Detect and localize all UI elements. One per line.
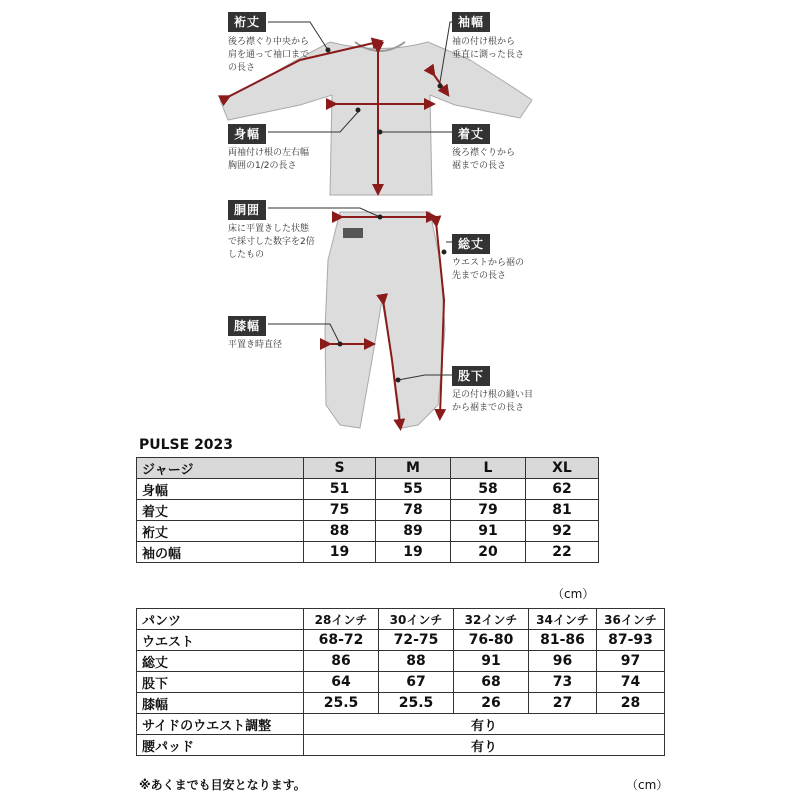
pants-unit: （cm） xyxy=(626,778,669,792)
value-cell: 62 xyxy=(526,479,599,500)
value-cell: 64 xyxy=(304,672,379,693)
desc-kitake: 後ろ襟ぐりから 裾までの長さ xyxy=(452,148,516,171)
row-label: ウエスト xyxy=(137,630,304,651)
row-label: 腰パッド xyxy=(137,735,304,756)
value-cell: 76-80 xyxy=(454,630,529,651)
header-cell: ジャージ xyxy=(137,458,304,479)
value-cell: 58 xyxy=(451,479,526,500)
merged-value-cell: 有り xyxy=(304,735,665,756)
header-cell: 30インチ xyxy=(379,609,454,630)
value-cell: 78 xyxy=(376,500,451,521)
value-cell: 97 xyxy=(597,651,665,672)
value-cell: 75 xyxy=(304,500,376,521)
table-row xyxy=(137,542,599,563)
table-row xyxy=(137,672,665,693)
value-cell: 89 xyxy=(376,521,451,542)
label-dousui: 胴囲 xyxy=(228,200,266,220)
value-cell: 68-72 xyxy=(304,630,379,651)
desc-matashita: 足の付け根の縫い目 から裾までの長さ xyxy=(452,390,534,413)
value-cell: 72-75 xyxy=(379,630,454,651)
merged-value-cell: 有り xyxy=(304,714,665,735)
disclaimer-note: ※あくまでも目安となります。 xyxy=(139,778,306,792)
desc-mihaba: 両袖付け根の左右幅 胸囲の1/2の長さ xyxy=(228,148,310,171)
value-cell: 92 xyxy=(526,521,599,542)
value-cell: 19 xyxy=(304,542,376,563)
value-cell: 25.5 xyxy=(379,693,454,714)
value-cell: 88 xyxy=(304,521,376,542)
value-cell: 81-86 xyxy=(529,630,597,651)
row-label: 股下 xyxy=(137,672,304,693)
table-row xyxy=(137,651,665,672)
desc-soutake: ウエストから裾の 先までの長さ xyxy=(452,258,525,281)
header-cell: パンツ xyxy=(137,609,304,630)
label-soutake: 総丈 xyxy=(452,234,490,254)
header-cell: 34インチ xyxy=(529,609,597,630)
value-cell: 68 xyxy=(454,672,529,693)
desc-sodehaba: 袖の付け根から 垂直に測った長さ xyxy=(452,37,525,60)
jersey-unit: （cm） xyxy=(552,587,595,601)
value-cell: 96 xyxy=(529,651,597,672)
table-row xyxy=(137,714,665,735)
table-header-row xyxy=(137,609,665,630)
value-cell: 55 xyxy=(376,479,451,500)
header-cell: L xyxy=(451,458,526,479)
table-row xyxy=(137,735,665,756)
value-cell: 20 xyxy=(451,542,526,563)
row-label: 身幅 xyxy=(137,479,304,500)
table-row xyxy=(137,693,665,714)
label-mihaba: 身幅 xyxy=(228,124,266,144)
value-cell: 88 xyxy=(379,651,454,672)
row-label: 着丈 xyxy=(137,500,304,521)
header-cell: M xyxy=(376,458,451,479)
value-cell: 91 xyxy=(451,521,526,542)
value-cell: 81 xyxy=(526,500,599,521)
value-cell: 67 xyxy=(379,672,454,693)
desc-yukitake: 後ろ襟ぐり中央から 肩を通って袖口まで の長さ xyxy=(228,37,310,73)
value-cell: 87-93 xyxy=(597,630,665,651)
row-label: 袖の幅 xyxy=(137,542,304,563)
desc-hizahaba: 平置き時直径 xyxy=(228,340,283,350)
value-cell: 51 xyxy=(304,479,376,500)
table-header-row xyxy=(137,458,599,479)
table-row xyxy=(137,500,599,521)
header-cell: 32インチ xyxy=(454,609,529,630)
label-kitake: 着丈 xyxy=(452,124,490,144)
label-matashita: 股下 xyxy=(452,366,490,386)
row-label: 裄丈 xyxy=(137,521,304,542)
label-sodehaba: 袖幅 xyxy=(452,12,490,32)
row-label: 総丈 xyxy=(137,651,304,672)
value-cell: 74 xyxy=(597,672,665,693)
value-cell: 28 xyxy=(597,693,665,714)
desc-dousui: 床に平置きした状態 で採寸した数字を2倍 したもの xyxy=(228,224,315,260)
header-cell: 36インチ xyxy=(597,609,665,630)
table-row xyxy=(137,521,599,542)
label-hizahaba: 膝幅 xyxy=(228,316,266,336)
value-cell: 22 xyxy=(526,542,599,563)
row-label: 膝幅 xyxy=(137,693,304,714)
header-cell: XL xyxy=(526,458,599,479)
value-cell: 86 xyxy=(304,651,379,672)
pants-size-table xyxy=(136,608,665,756)
table-row xyxy=(137,479,599,500)
value-cell: 27 xyxy=(529,693,597,714)
value-cell: 73 xyxy=(529,672,597,693)
logo-patch xyxy=(343,228,363,238)
header-cell: S xyxy=(304,458,376,479)
value-cell: 26 xyxy=(454,693,529,714)
value-cell: 91 xyxy=(454,651,529,672)
jersey-size-table xyxy=(136,457,599,563)
header-cell: 28インチ xyxy=(304,609,379,630)
table-row xyxy=(137,630,665,651)
value-cell: 25.5 xyxy=(304,693,379,714)
label-yukitake: 裄丈 xyxy=(228,12,266,32)
value-cell: 79 xyxy=(451,500,526,521)
value-cell: 19 xyxy=(376,542,451,563)
product-title: PULSE 2023 xyxy=(139,437,234,453)
row-label: サイドのウエスト調整 xyxy=(137,714,304,735)
